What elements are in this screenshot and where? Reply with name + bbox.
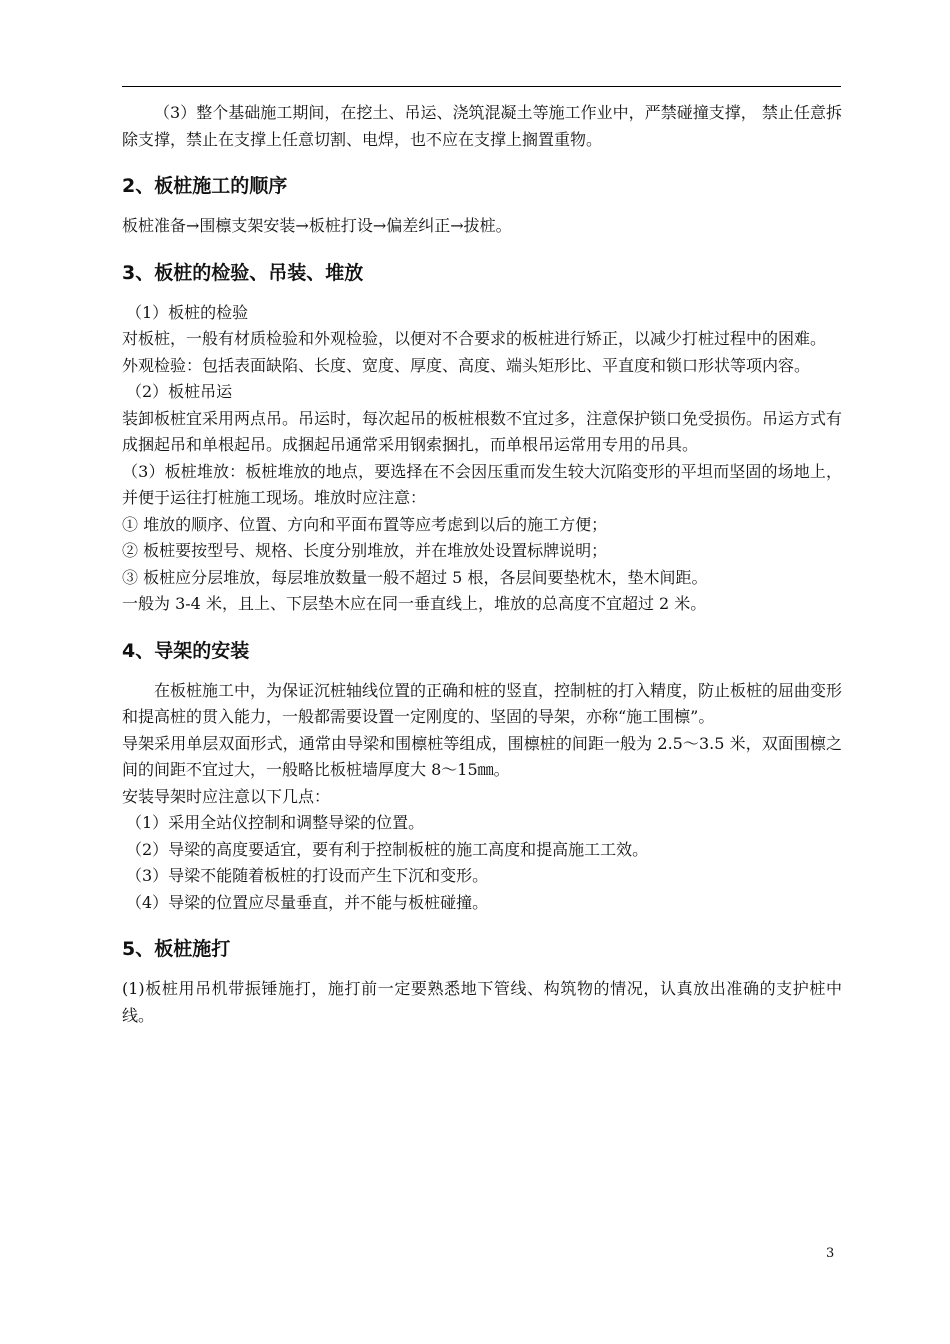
section-3-paragraph-2: 外观检验：包括表面缺陷、长度、宽度、厚度、高度、端头矩形比、平直度和锁口形状等项内容。 (122, 355, 811, 375)
section-3-paragraph-4: （3）板桩堆放：板桩堆放的地点，要选择在不会因压重而发生较大沉陷变形的平坦而坚固的场地上，并便于运往打桩施工现场。堆放时应注意： (122, 461, 842, 507)
section-3-list-item-1: ① 堆放的顺序、位置、方向和平面布置等应考虑到以后的施工方便； (122, 514, 608, 534)
intro-paragraph: （3）整个基础施工期间，在挖土、吊运、浇筑混凝土等施工作业中，严禁碰撞支撑， 禁止任意拆除支撑，禁止在支撑上任意切割、电焊，也不应在支撑上搁置重物。 (122, 103, 842, 149)
section-4-paragraph-1: 在板桩施工中，为保证沉桩轴线位置的正确和桩的竖直，控制桩的打入精度，防止板桩的屈曲变形和提高桩的贯入能力，一般都需要设置一定刚度的、坚固的导架，亦称“施工围檩”。 (122, 680, 843, 726)
section-3-heading: 3、板桩的检验、吊装、堆放 (122, 261, 364, 284)
section-4-list-item-4: （4）导梁的位置应尽量垂直，并不能与板桩碰撞。 (126, 892, 489, 912)
section-4-heading: 4、导架的安装 (122, 639, 250, 662)
section-4-list-item-3: （3）导梁不能随着板桩的打设而产生下沉和变形。 (126, 866, 489, 885)
section-3-paragraph-5: 一般为 3-4 米，且上、下层垫木应在同一垂直线上，堆放的总高度不宜超过 2 米。 (122, 594, 707, 613)
section-5-paragraph-1: (1)板桩用吊机带振锤施打，施打前一定要熟悉地下管线、构筑物的情况，认真放出准确的支护桩中线。 (122, 979, 842, 1025)
section-3-paragraph-1: 对板桩，一般有材质检验和外观检验，以便对不合要求的板桩进行矫正，以减少打桩过程中的困难。 (122, 329, 827, 348)
page-number: 3 (826, 1246, 835, 1261)
section-3-list-item-3: ③ 板桩应分层堆放，每层堆放数量一般不超过 5 根，各层间要垫枕木，垫木间距。 (122, 567, 708, 587)
section-2-heading: 2、板桩施工的顺序 (122, 175, 288, 197)
section-5-heading: 5、板桩施打 (122, 938, 231, 960)
section-3-subheading-1: （1）板桩的检验 (126, 302, 249, 322)
section-3-paragraph-3: 装卸板桩宜采用两点吊。吊运时，每次起吊的板桩根数不宜过多，注意保护锁口免受损伤。吊运方式有成捆起吊和单根起吊。成捆起吊通常采用钢索捆扎，而单根吊运常用专用的吊具。 (122, 408, 843, 454)
header-rule (122, 86, 841, 87)
section-3-list-item-2: ② 板桩要按型号、规格、长度分别堆放，并在堆放处设置标牌说明； (122, 541, 608, 560)
section-4-list-item-1: （1）采用全站仪控制和调整导梁的位置。 (126, 813, 425, 832)
section-4-list-item-2: （2）导梁的高度要适宜，要有利于控制板桩的施工高度和提高施工工效。 (126, 839, 649, 859)
section-2-paragraph: 板桩准备→围檩支架安装→板桩打设→偏差纠正→拔桩。 (122, 216, 512, 235)
section-4-paragraph-3: 安装导架时应注意以下几点： (122, 786, 331, 806)
document-body (122, 100, 842, 1029)
section-3-subheading-2: （2）板桩吊运 (126, 382, 233, 401)
section-4-paragraph-2: 导架采用单层双面形式，通常由导梁和围檩桩等组成，围檩桩的间距一般为 2.5～3.5 米，双面围檩之间的间距不宜过大，一般略比板桩墙厚度大 8～15㎜。 (122, 733, 842, 779)
